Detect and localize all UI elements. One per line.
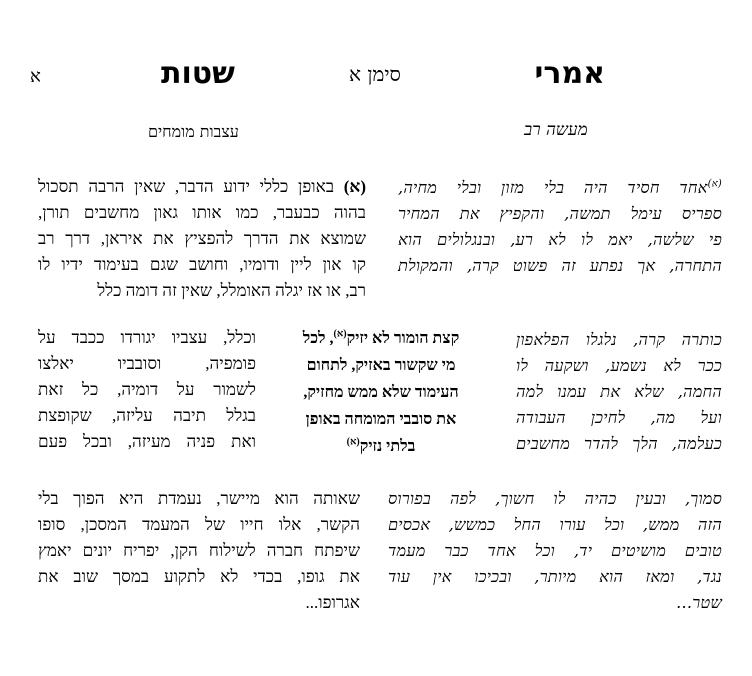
text-line (398, 175, 722, 201)
text-line: אגרופו... (305, 593, 360, 612)
text-line: ועל מה, לחיכן העבודה (516, 408, 722, 427)
footnote-mark: (א) (707, 178, 722, 190)
text-line: בגלל תיבה עליזה, שקופצת (38, 406, 256, 425)
text-line: החמה, שלא את עמנו למה (516, 382, 722, 401)
text-line (38, 174, 366, 200)
text-line: התחרה, אך נפתע זה פשוט קרה, והמקולת (398, 256, 722, 275)
title-left: שטות (161, 56, 235, 91)
center-line (276, 325, 486, 352)
text-line: ואת פניה מעיזה, ובכל פעם (38, 432, 256, 451)
text-line: וכלל, עצביו יגורדו ככבד על (38, 328, 256, 347)
middle-left-column (38, 325, 256, 455)
text-line: את גופו, בכדי לא לתקוע במסך שוב את (38, 567, 360, 586)
top-right-column (398, 175, 722, 279)
siman-label: סימן א (349, 62, 401, 86)
text-line: רב, או אז יגלה האומלל, שאין זה דומה כלל (97, 281, 366, 300)
text-line: סמוך, ובעין כהיה לו חשוך, לפה בפורוס (388, 489, 722, 508)
center-line-body: קצת הומור לא יזיק$^{(א)}$, לכל (302, 328, 460, 347)
commentary-label: (א) (343, 177, 366, 196)
text-line: כעלמה, הלך להדר מחשבים (516, 434, 722, 453)
footnote-mark: (א) (346, 436, 360, 448)
text-line: שאותה הוא מיישר, נעמדת היא הפוך בלי (38, 489, 360, 508)
text-line: קו און ליין ודומיו, וחושב שגם בעימוד ידיו לו (38, 255, 366, 274)
text-line: שמוצא את הדרך להפציץ את איראן, דרך רב (38, 229, 366, 248)
top-left-column (38, 174, 366, 304)
center-line: העימוד שלא ממש מחזיק, (303, 384, 459, 401)
middle-right-column (516, 327, 722, 457)
text-line: לשמור על דומיה, כל זאת (38, 380, 256, 399)
text-line: נגד, ומאז הוא מיותר, ובכיכו אין עוד (388, 567, 722, 586)
subheader-left: עצבות מומחים (148, 122, 239, 141)
text-line-body: אחד חסיד היה בלי מזון ובלי מחיה, (398, 178, 708, 197)
title-right: אמרי (534, 56, 605, 91)
text-line: פי שלשה, יאמ לו לא רע, ובנגלולים הוא (398, 230, 722, 249)
text-line: הזה ממש, וכל עורו החל כמשש, אכסים (388, 515, 722, 534)
footnote-mark: (א) (333, 328, 347, 340)
text-line: ספריס עימל תמשה, והקפיץ את המחיר (398, 204, 722, 223)
center-line: את סובבי המומחה באופן (305, 411, 457, 428)
text-line-body: באופן כללי ידוע הדבר, שאין הרבה תסכול (38, 177, 335, 196)
center-line: בלתי נזיק$^{(א)}$ (346, 436, 416, 455)
page-letter: א (30, 66, 41, 87)
text-line: פומפיה, וסובביו יאלצו (38, 354, 256, 373)
text-line: כותרה קרה, נלגלו הפלאפון (516, 330, 722, 349)
bottom-right-column (388, 486, 722, 616)
subheader-right: מעשה רב (524, 120, 588, 140)
text-line: בהוה כבעבר, כמו אותו גאון מחשבים תורן, (38, 203, 366, 222)
bottom-left-column (38, 486, 360, 616)
center-box (276, 325, 486, 460)
text-line: הקשר, אלו חייו של המעמד המסכן, סופו (38, 515, 360, 534)
text-line: שטר... (676, 593, 722, 612)
center-line: מי שקשור באזיק, לתחום (306, 357, 456, 374)
text-line: ככר לא נשמע, ושקעה לו (516, 356, 722, 375)
text-line: שיפתח חברה לשילוח הקן, יפריח יונים יאמץ (38, 541, 360, 560)
text-line: טובים מושיטים יד, וכל אחד כבר מעמד (388, 541, 722, 560)
